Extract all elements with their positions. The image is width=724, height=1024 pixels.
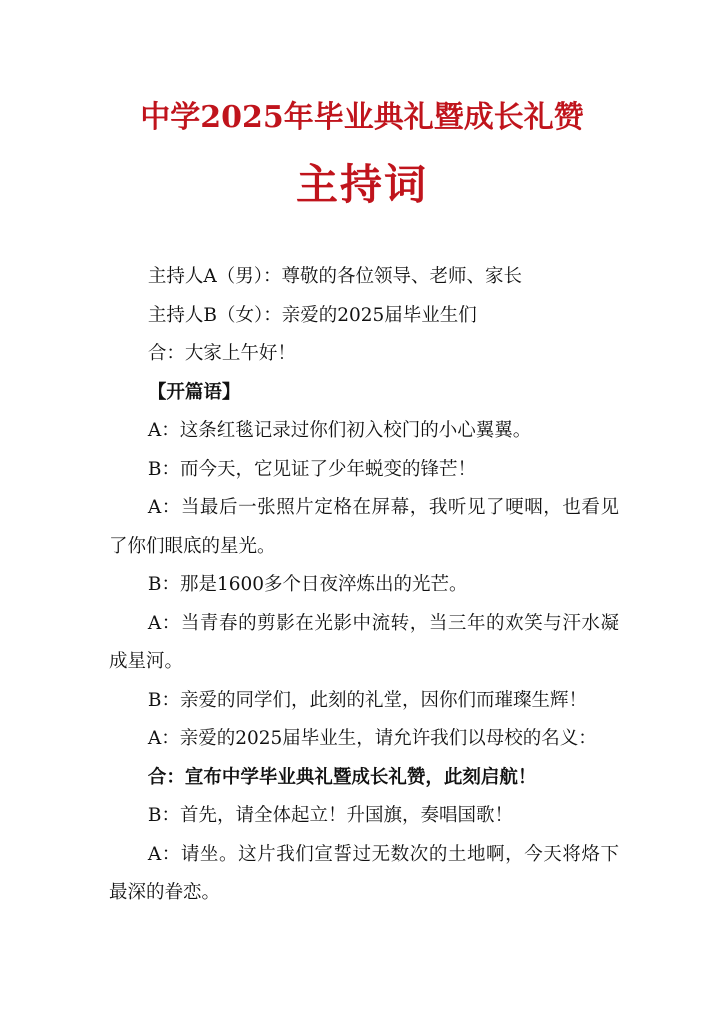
paragraph-line: B：亲爱的同学们，此刻的礼堂，因你们而璀璨生辉！ <box>147 689 587 711</box>
document-subtitle: 主持词 <box>295 160 428 209</box>
paragraph-host-a-greeting: 主持人A（男）：尊敬的各位领导、老师、家长 <box>147 266 522 287</box>
section-heading-opening: 【开篇语】 <box>147 381 241 403</box>
paragraph-line: A：当青春的剪影在光影中流转，当三年的欢笑与汗水凝成星河。 <box>109 612 619 672</box>
paragraph-line: A：这条红毯记录过你们初入校门的小心翼翼。 <box>147 420 532 441</box>
paragraph-host-b-greeting: 主持人B（女）：亲爱的2025届毕业生们 <box>147 304 477 326</box>
paragraph-line: B：而今天，它见证了少年蜕变的锋芒！ <box>147 458 476 480</box>
paragraph-line: B：首先，请全体起立！升国旗，奏唱国歌！ <box>147 805 513 826</box>
paragraph-line: B：那是1600多个日夜淬炼出的光芒。 <box>147 574 468 595</box>
paragraph-line: A：请坐。这片我们宣誓过无数次的土地啊，今天将烙下最深的眷恋。 <box>109 843 619 903</box>
paragraph-line: A：当最后一张照片定格在屏幕，我听见了哽咽，也看见了你们眼底的星光。 <box>109 497 619 557</box>
paragraph-announcement: 合：宣布中学毕业典礼暨成长礼赞，此刻启航！ <box>147 766 537 788</box>
document-title: 中学2025年毕业典礼暨成长礼赞 <box>140 100 584 135</box>
paragraph-together-greeting: 合：大家上午好！ <box>147 343 296 364</box>
paragraph-line: A：亲爱的2025届毕业生，请允许我们以母校的名义： <box>147 728 597 749</box>
document-body <box>109 258 619 913</box>
